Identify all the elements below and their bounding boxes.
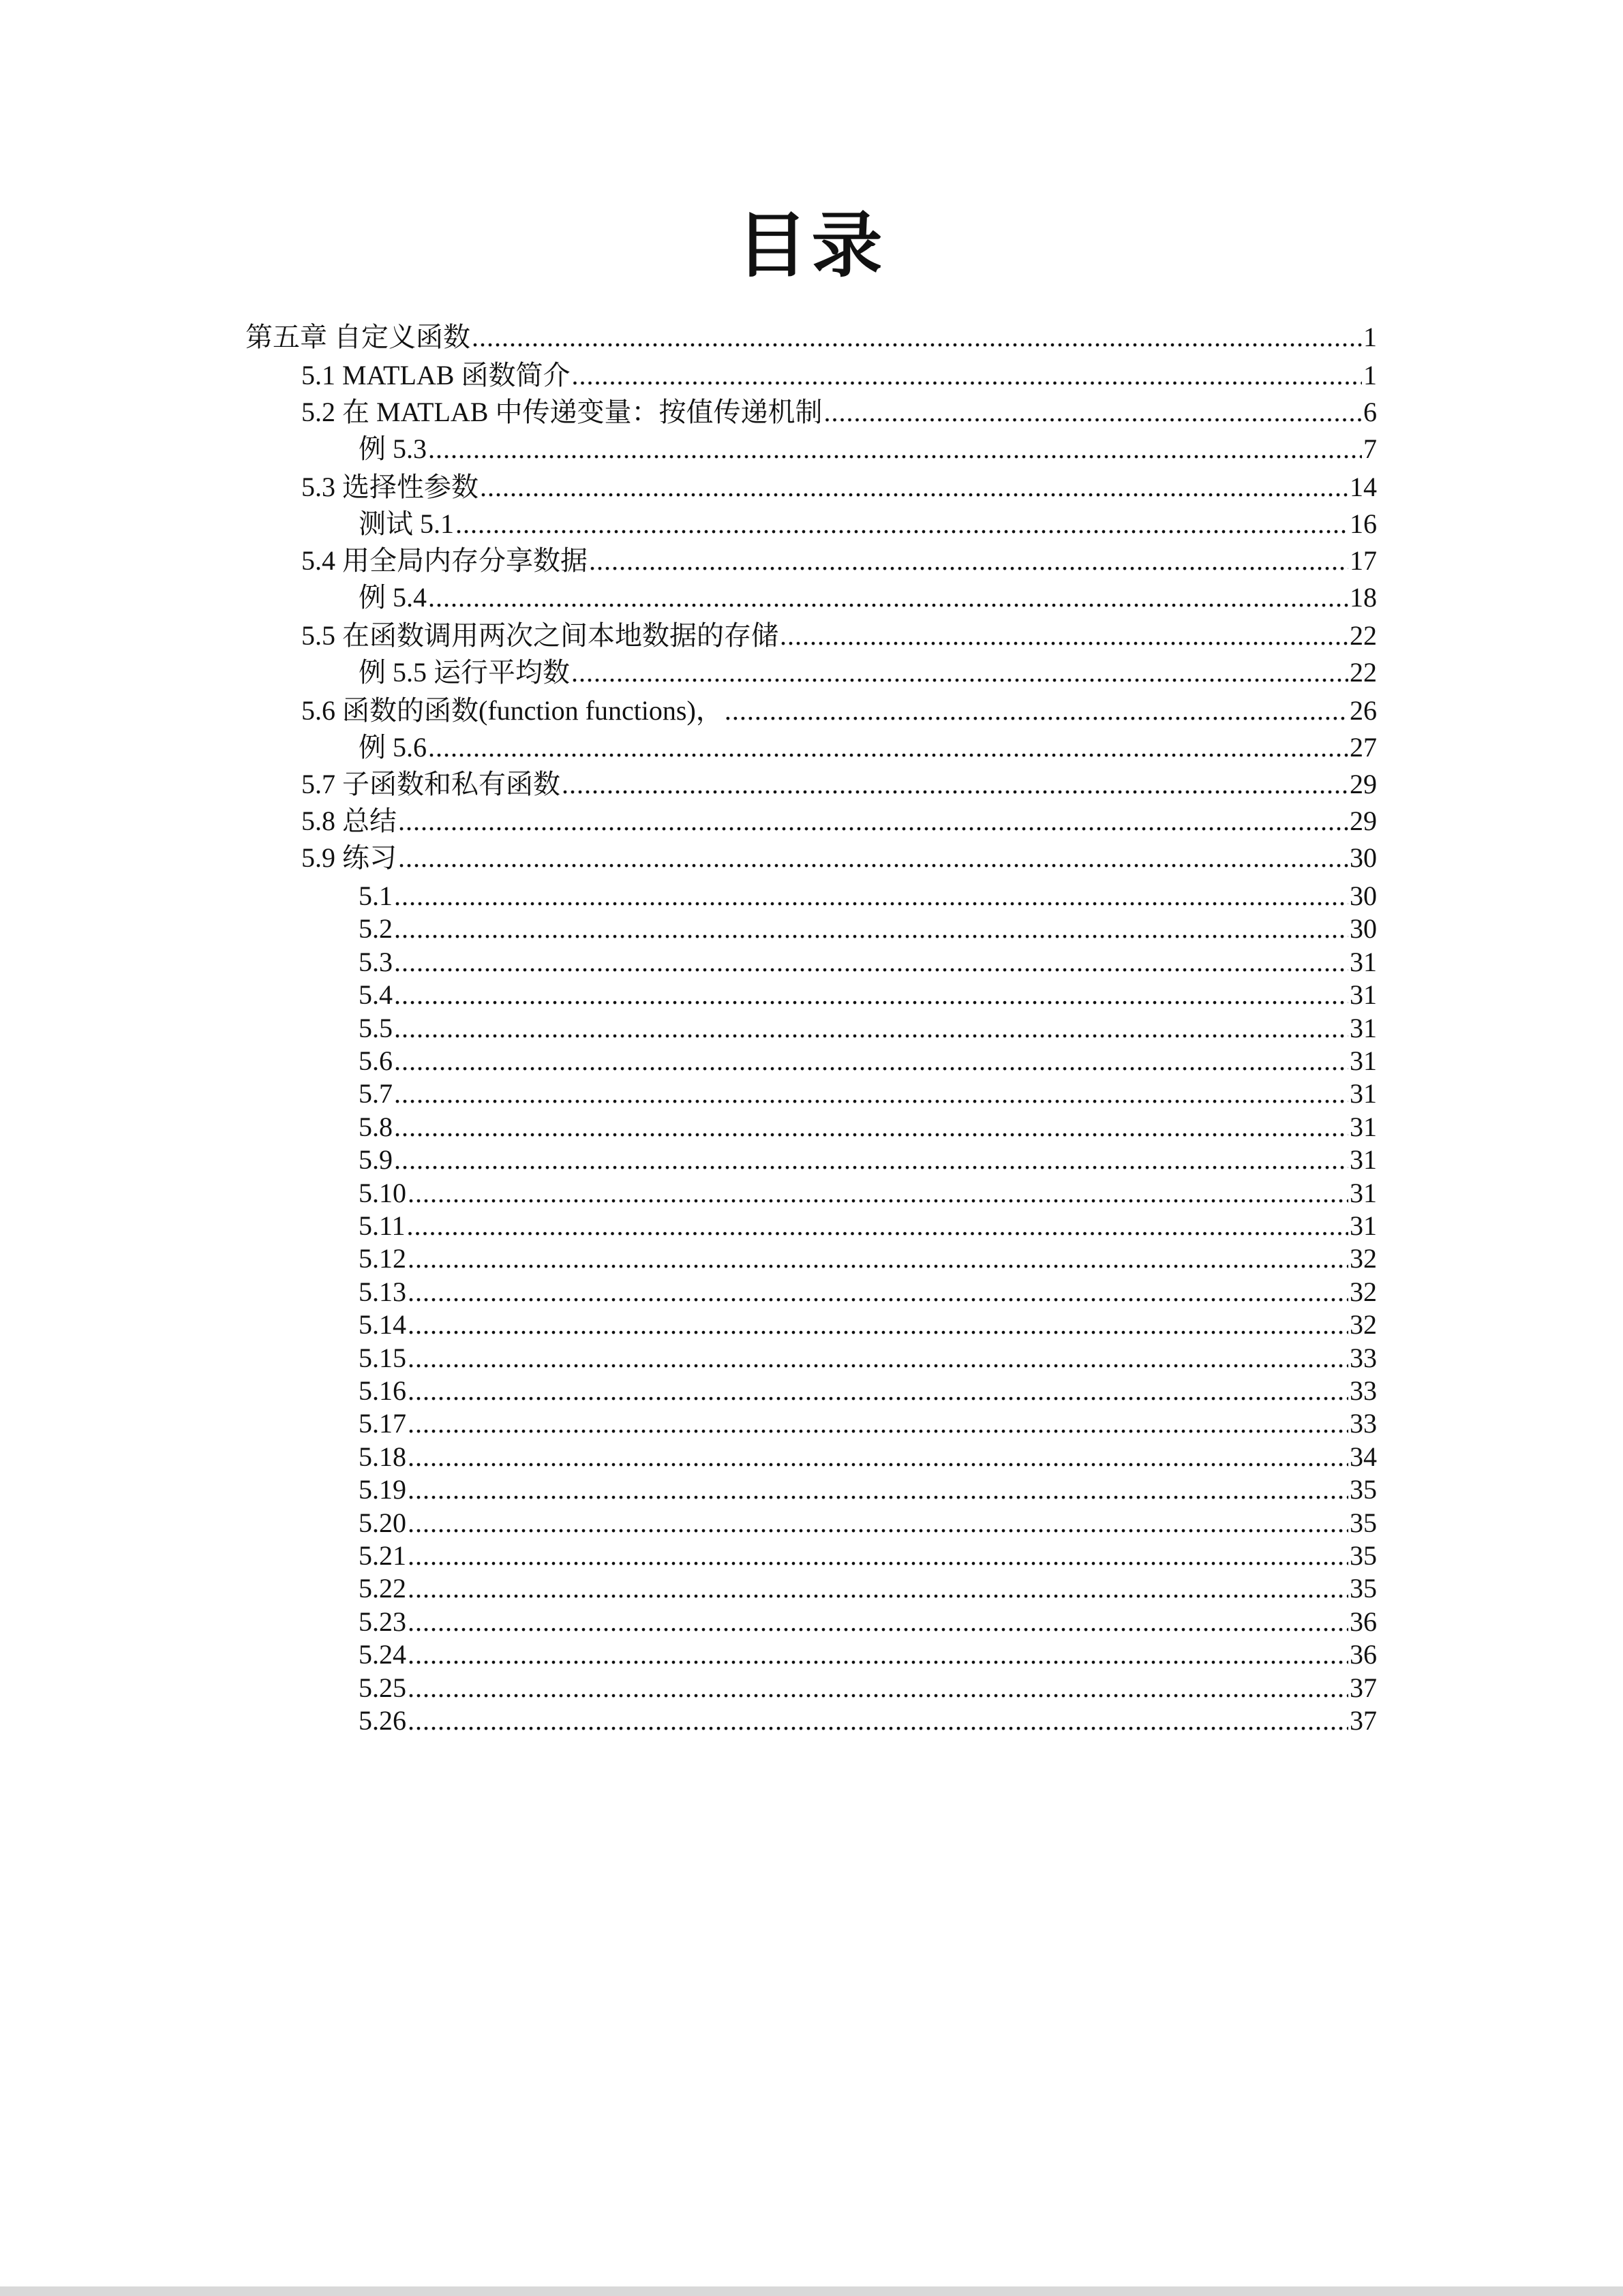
toc-dot-leader (407, 1209, 1348, 1243)
toc-page-number: 34 (1350, 1441, 1377, 1472)
toc-page-number: 7 (1363, 433, 1377, 464)
toc-entry[interactable] (359, 1704, 1377, 1738)
toc-page-number: 30 (1350, 842, 1377, 873)
toc-entry-label: 5.17 (359, 1408, 406, 1439)
toc-dot-leader (408, 1341, 1348, 1375)
toc-entry-label: 5.13 (359, 1276, 406, 1307)
toc-page-number: 26 (1350, 695, 1377, 726)
toc-entry-label: 5.15 (359, 1342, 406, 1373)
toc-dot-leader (394, 1044, 1348, 1078)
toc-entry[interactable] (301, 544, 1377, 578)
toc-dot-leader (398, 841, 1348, 875)
toc-entry-label: 5.7 子函数和私有函数 (301, 769, 560, 799)
toc-dot-leader (408, 1605, 1348, 1639)
toc-entry[interactable] (359, 1638, 1377, 1672)
toc-entry[interactable] (359, 656, 1377, 690)
toc-entry[interactable] (359, 507, 1377, 541)
toc-entry-label: 5.8 总结 (301, 806, 397, 836)
toc-dot-leader (408, 1506, 1348, 1540)
toc-entry[interactable] (359, 1275, 1377, 1309)
toc-dot-leader (780, 619, 1348, 653)
toc-dot-leader (408, 1275, 1348, 1309)
toc-page-number: 18 (1350, 582, 1377, 613)
toc-entry[interactable] (301, 619, 1377, 653)
toc-entry-label: 5.16 (359, 1375, 406, 1406)
toc-page-number: 33 (1350, 1342, 1377, 1373)
toc-entry[interactable] (359, 1671, 1377, 1705)
toc-page-number: 31 (1350, 1045, 1377, 1076)
toc-entry-label: 5.21 (359, 1540, 406, 1571)
toc-dot-leader (408, 1242, 1348, 1276)
toc-dot-leader (408, 1638, 1348, 1672)
toc-entry[interactable] (359, 1473, 1377, 1507)
toc-dot-leader (571, 656, 1348, 690)
toc-dot-leader (408, 1407, 1348, 1441)
toc-dot-leader (394, 912, 1348, 946)
toc-entry[interactable] (245, 320, 1377, 354)
page-title: 目录 (736, 204, 887, 287)
toc-page-number: 16 (1350, 508, 1377, 539)
toc-entry-label: 5.4 用全局内存分享数据 (301, 545, 588, 576)
toc-page-number: 32 (1350, 1309, 1377, 1341)
toc-entry-label: 第五章 自定义函数 (245, 322, 470, 352)
toc-entry-label: 5.10 (359, 1177, 406, 1208)
toc-dot-leader (408, 1671, 1348, 1705)
toc-entry[interactable] (301, 470, 1377, 504)
toc-dot-leader (562, 767, 1348, 801)
toc-page-number: 35 (1350, 1474, 1377, 1505)
toc-entry[interactable] (359, 1539, 1377, 1573)
toc-entry-label: 例 5.6 (359, 732, 427, 763)
toc-dot-leader (408, 1704, 1348, 1738)
page-bottom-edge (0, 2286, 1623, 2296)
toc-dot-leader (472, 320, 1362, 354)
toc-entry-label: 5.9 练习 (301, 842, 397, 873)
toc-page-number: 35 (1350, 1573, 1377, 1604)
toc-entry-label: 5.2 (359, 913, 393, 945)
toc-dot-leader (408, 1440, 1348, 1474)
toc-entry-label: 5.9 (359, 1144, 393, 1176)
toc-page-number: 29 (1350, 769, 1377, 799)
toc-entry[interactable] (359, 1143, 1377, 1177)
toc-entry[interactable] (359, 1011, 1377, 1045)
toc-page-number: 1 (1363, 322, 1377, 352)
toc-page-number: 14 (1350, 472, 1377, 502)
toc-entry[interactable] (301, 694, 1377, 728)
toc-dot-leader (589, 544, 1348, 578)
toc-page-number: 33 (1350, 1408, 1377, 1439)
toc-entry[interactable] (301, 804, 1377, 838)
toc-entry[interactable] (359, 1242, 1377, 1276)
toc-dot-leader (394, 945, 1348, 979)
toc-page-number: 31 (1350, 1177, 1377, 1208)
toc-entry-label: 5.24 (359, 1639, 406, 1670)
toc-entry[interactable] (359, 1077, 1377, 1111)
toc-entry[interactable] (359, 879, 1377, 913)
toc-dot-leader (823, 395, 1362, 429)
toc-entry[interactable] (301, 358, 1377, 393)
toc-entry[interactable] (301, 395, 1377, 429)
toc-entry[interactable] (359, 1605, 1377, 1639)
toc-entry[interactable] (359, 1176, 1377, 1210)
toc-dot-leader (480, 470, 1348, 504)
toc-entry-label: 5.5 在函数调用两次之间本地数据的存储 (301, 620, 778, 651)
toc-entry[interactable] (359, 1341, 1377, 1375)
toc-page-number: 22 (1350, 620, 1377, 651)
toc-entry-label: 5.26 (359, 1705, 406, 1736)
toc-dot-leader (394, 1143, 1348, 1177)
toc-entry[interactable] (359, 1110, 1377, 1144)
toc-dot-leader (725, 694, 1348, 728)
toc-page-number: 31 (1350, 946, 1377, 977)
toc-entry[interactable] (359, 1440, 1377, 1474)
toc-entry[interactable] (359, 912, 1377, 946)
toc-entry[interactable] (359, 1572, 1377, 1606)
toc-entry-label: 5.20 (359, 1507, 406, 1538)
toc-page-number: 27 (1350, 732, 1377, 763)
toc-entry-label: 5.4 (359, 979, 393, 1011)
toc-entry[interactable] (359, 945, 1377, 979)
toc-page-number: 31 (1350, 1078, 1377, 1109)
toc-entry[interactable] (359, 432, 1377, 466)
toc-page-number: 32 (1350, 1243, 1377, 1274)
toc-entry[interactable] (359, 1308, 1377, 1342)
toc-entry-label: 例 5.4 (359, 582, 427, 613)
toc-entry[interactable] (359, 978, 1377, 1012)
toc-entry-label: 5.3 选择性参数 (301, 472, 479, 502)
toc-page-number: 36 (1350, 1639, 1377, 1670)
toc-entry-label: 5.2 在 MATLAB 中传递变量：按值传递机制 (301, 397, 823, 427)
toc-page-number: 30 (1350, 881, 1377, 911)
toc-entry[interactable] (359, 1407, 1377, 1441)
toc-page-number: 36 (1350, 1606, 1377, 1637)
toc-page-number: 22 (1350, 657, 1377, 688)
toc-dot-leader (394, 978, 1348, 1012)
toc-dot-leader (428, 581, 1348, 615)
toc-dot-leader (408, 1308, 1348, 1342)
toc-dot-leader (408, 1176, 1348, 1210)
toc-entry-label: 5.19 (359, 1474, 406, 1505)
toc-dot-leader (398, 804, 1348, 838)
toc-dot-leader (394, 1011, 1348, 1045)
toc-entry-label: 5.1 MATLAB 函数简介 (301, 360, 571, 391)
toc-page-number: 17 (1350, 545, 1377, 576)
toc-page-number: 31 (1350, 979, 1377, 1011)
toc-dot-leader (408, 1572, 1348, 1606)
toc-entry-label: 5.12 (359, 1243, 406, 1274)
toc-entry-label: 5.6 (359, 1045, 393, 1076)
toc-dot-leader (455, 507, 1348, 541)
toc-entry[interactable] (359, 1209, 1377, 1243)
toc-entry[interactable] (301, 767, 1377, 801)
toc-page-number: 32 (1350, 1276, 1377, 1307)
toc-entry-label: 测试 5.1 (359, 508, 454, 539)
toc-page-number: 35 (1350, 1507, 1377, 1538)
toc-entry[interactable] (359, 1506, 1377, 1540)
toc-entry-label: 5.1 (359, 881, 393, 911)
toc-entry-label: 例 5.3 (359, 433, 427, 464)
toc-dot-leader (394, 1077, 1348, 1111)
toc-entry-label: 5.3 (359, 946, 393, 977)
toc-dot-leader (408, 1374, 1348, 1408)
toc-entry[interactable] (301, 841, 1377, 875)
toc-entry-label: 例 5.5 运行平均数 (359, 657, 570, 688)
toc-entry-label: 5.22 (359, 1573, 406, 1604)
toc-page-number: 29 (1350, 806, 1377, 836)
toc-dot-leader (428, 432, 1362, 466)
toc-page-number: 30 (1350, 913, 1377, 945)
toc-page-number: 37 (1350, 1705, 1377, 1736)
toc-entry-label: 5.11 (359, 1210, 406, 1241)
toc-page-number: 6 (1363, 397, 1377, 427)
toc-entry[interactable] (359, 1374, 1377, 1408)
toc-page-number: 31 (1350, 1210, 1377, 1241)
toc-entry-label: 5.14 (359, 1309, 406, 1341)
toc-page-number: 35 (1350, 1540, 1377, 1571)
toc-dot-leader (394, 879, 1348, 913)
toc-entry-label: 5.5 (359, 1012, 393, 1043)
toc-page-number: 1 (1363, 360, 1377, 391)
toc-dot-leader (408, 1473, 1348, 1507)
toc-entry-label: 5.7 (359, 1078, 393, 1109)
toc-page-number: 31 (1350, 1144, 1377, 1176)
toc-dot-leader (408, 1539, 1348, 1573)
toc-page-number: 31 (1350, 1012, 1377, 1043)
toc-page-number: 31 (1350, 1111, 1377, 1142)
toc-entry-label: 5.6 函数的函数(function functions)， (301, 695, 723, 726)
toc-dot-leader (394, 1110, 1348, 1144)
toc-entry[interactable] (359, 581, 1377, 615)
toc-entry-label: 5.23 (359, 1606, 406, 1637)
toc-page-number: 33 (1350, 1375, 1377, 1406)
toc-dot-leader (428, 731, 1348, 765)
toc-entry[interactable] (359, 1044, 1377, 1078)
toc-entry-label: 5.25 (359, 1672, 406, 1703)
toc-page-number: 37 (1350, 1672, 1377, 1703)
toc-entry-label: 5.8 (359, 1111, 393, 1142)
toc-entry[interactable] (359, 731, 1377, 765)
toc-dot-leader (571, 358, 1362, 393)
toc-entry-label: 5.18 (359, 1441, 406, 1472)
